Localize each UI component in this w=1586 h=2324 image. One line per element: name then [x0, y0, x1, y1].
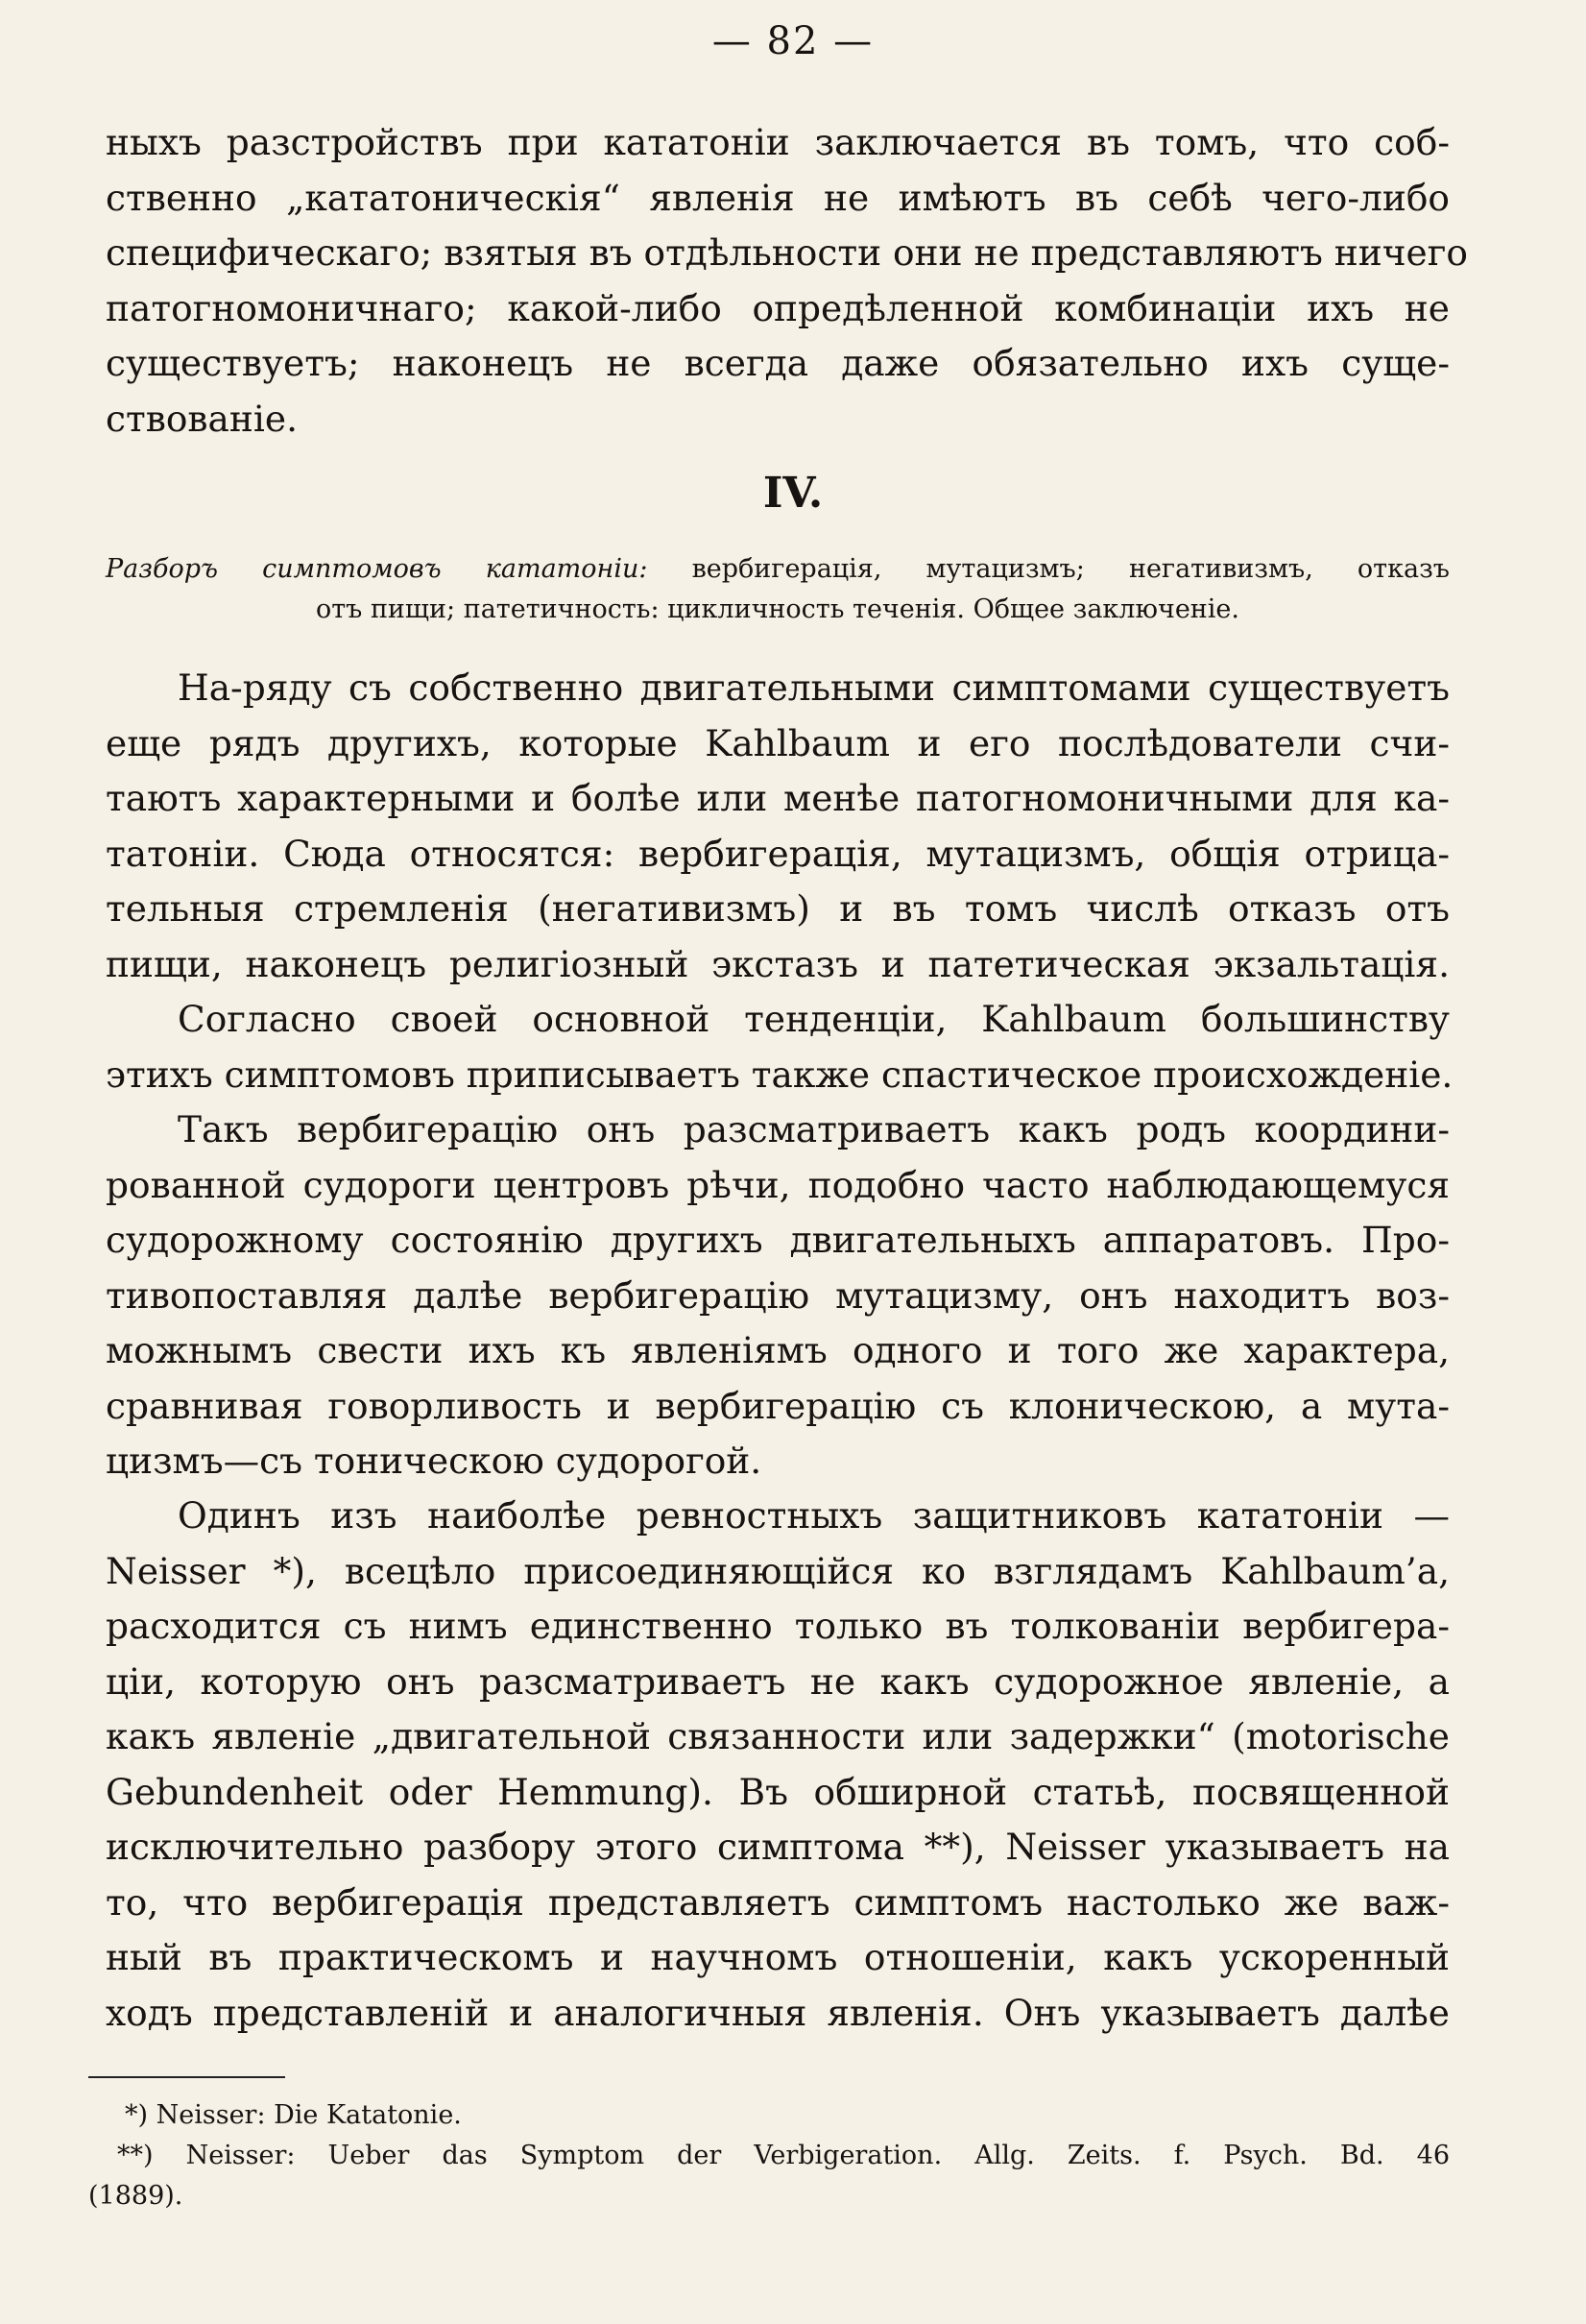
paragraph-2: [106, 992, 1454, 1102]
footnote-divider: [88, 2076, 285, 2078]
summary-line-2: отъ пищи; патетичность: цикличность теченія. Общее заключеніе.: [315, 594, 1239, 624]
text-line: этихъ симптомовъ приписываетъ также спастическое происхожденіе.: [106, 1053, 1454, 1096]
text-line: ціи, которую онъ разсматриваетъ не какъ судорожное явленіе, а: [106, 1659, 1450, 1703]
footnote-1: *) Neisser: Die Katatonie.: [125, 2100, 462, 2130]
text-line: таютъ характерными и болѣе или менѣе патогномоничными для ка-: [106, 777, 1450, 819]
paragraph-3: [106, 1102, 1450, 1489]
footnotes: [88, 2095, 1450, 2216]
text-line: ствованіе.: [106, 397, 299, 440]
text-line: существуетъ; наконецъ не всегда даже обязательно ихъ суще-: [106, 342, 1450, 384]
text-line: то, что вербигерація представляетъ симптомъ настолько же важ-: [106, 1880, 1450, 1924]
paragraph-4: [106, 1489, 1450, 2041]
page-number: — 82 —: [711, 19, 875, 63]
summary-italic-lead: Разборъ симптомовъ кататоніи:: [106, 554, 648, 584]
text-line: ственно „кататоническія“ явленія не имѣютъ въ себѣ чего-либо: [106, 176, 1450, 219]
text-line: какъ явленіе „двигательной связанности или задержки“ (motorische: [106, 1715, 1450, 1757]
text-line: можнымъ свести ихъ къ явленіямъ одного и того же характера,: [106, 1329, 1450, 1371]
text-line: пищи, наконецъ религіозный экстазъ и патетическая экзальтація.: [106, 942, 1450, 985]
text-line: тивопоставляя далѣе вербигерацію мутацизму, онъ находитъ воз-: [106, 1273, 1450, 1317]
text-line: Neisser *), всецѣло присоединяющійся ко взглядамъ Kahlbaum’а,: [106, 1549, 1450, 1592]
opening-paragraph: [106, 115, 1468, 447]
text-line: ходъ представленій и аналогичныя явленія. Онъ указываетъ далѣе: [106, 1991, 1450, 2034]
text-line: На-ряду съ собственно двигательными симптомами существуетъ: [178, 666, 1450, 709]
text-line: тельныя стремленія (негативизмъ) и въ томъ числѣ отказъ отъ: [106, 887, 1450, 930]
text-line: расходится съ нимъ единственно только въ толкованіи вербигера-: [106, 1605, 1450, 1647]
text-line: исключительно разбору этого симптома **), Neisser указываетъ на: [106, 1826, 1450, 1868]
text-line: Согласно своей основной тенденціи, Kahlbaum большинству: [178, 998, 1450, 1040]
text-line: рованной судороги центровъ рѣчи, подобно часто наблюдающемуся: [106, 1163, 1450, 1206]
text-line: сравнивая говорливость и вербигерацію съ клоническою, а мута-: [106, 1384, 1450, 1427]
text-line: специфическаго; взятыя въ отдѣльности они не представляютъ ничего: [106, 231, 1468, 274]
text-line: Такъ вербигерацію онъ разсматриваетъ какъ родъ координи-: [178, 1108, 1450, 1150]
paragraph-1: [106, 661, 1450, 992]
summary-line: [106, 549, 1450, 590]
text-line: Gebundenheit oder Hemmung). Въ обширной статьѣ, посвященной: [106, 1770, 1450, 1813]
text-line: Одинъ изъ наиболѣе ревностныхъ защитниковъ кататоніи —: [178, 1494, 1450, 1537]
text-line: ный въ практическомъ и научномъ отношеніи, какъ ускоренный: [106, 1936, 1450, 1978]
footnote-2-continued: (1889).: [88, 2181, 183, 2211]
text-line: еще рядъ другихъ, которые Kahlbaum и его послѣдователи счи-: [106, 721, 1450, 764]
text-line: судорожному состоянію другихъ двигательныхъ аппаратовъ. Про-: [106, 1219, 1450, 1261]
section-summary: [106, 549, 1450, 630]
section-number: IV.: [762, 469, 824, 518]
footnote-2: **) Neisser: Ueber das Symptom der Verbigeration. Allg. Zeits. f. Psych. Bd. 46: [117, 2141, 1450, 2170]
text-line: татоніи. Сюда относятся: вербигерація, мутацизмъ, общія отрица-: [106, 832, 1450, 875]
text-line: цизмъ—съ тоническою судорогой.: [106, 1440, 762, 1482]
text-line: ныхъ разстройствъ при кататоніи заключается въ томъ, что соб-: [106, 121, 1450, 163]
summary-line-1-rest: вербигерація, мутацизмъ; негативизмъ, отказъ: [647, 554, 1450, 584]
text-line: патогномоничнаго; какой-либо опредѣленной комбинаціи ихъ не: [106, 286, 1450, 329]
